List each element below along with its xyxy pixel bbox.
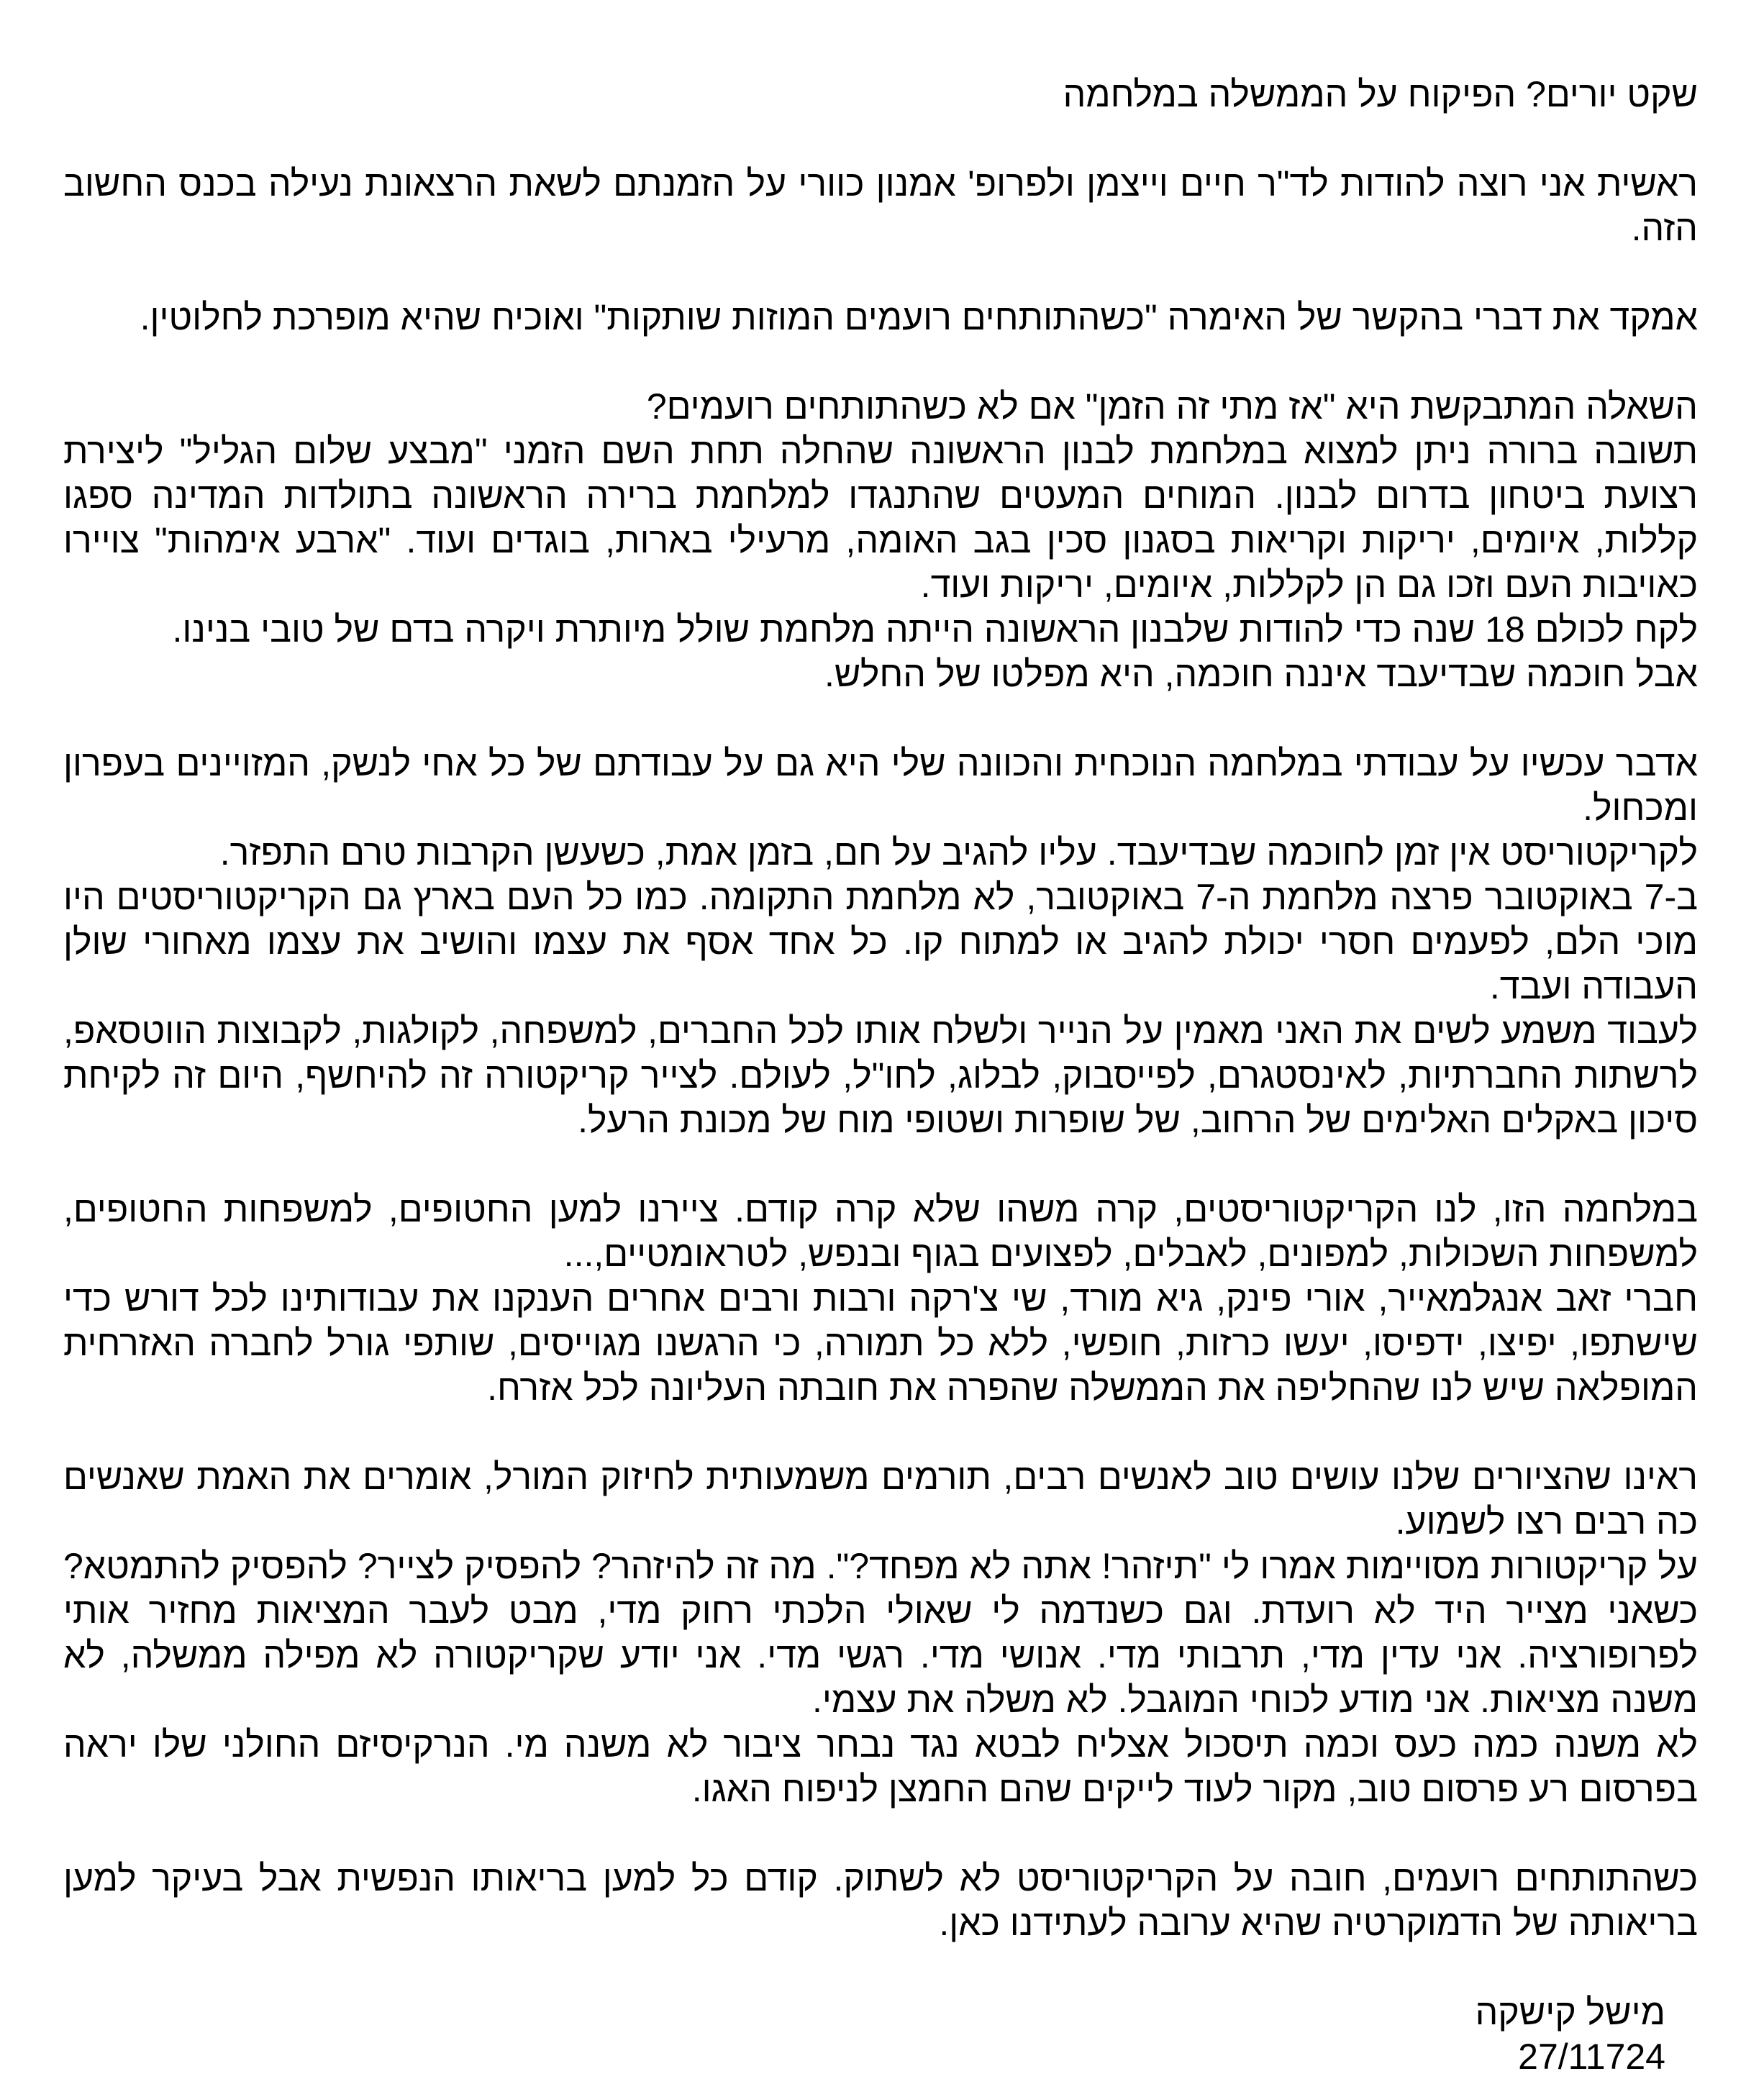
paragraph [63,161,1698,250]
text-line: ב-7 באוקטובר פרצה מלחמת ה-7 באוקטובר, לא מלחמת התקומה. כמו כל העם בארץ גם הקריקטוריסטים היו מוכי הלם, לפעמים חסרי יכולת להגיב או למתוח קו. כל אחד אסף את עצמו והושיב את עצמו מאחורי שולן העבודה ועבד. [63,877,1698,1006]
text-line: תשובה ברורה ניתן למצוא במלחמת לבנון הראשונה שהחלה תחת השם הזמני "מבצע שלום הגליל" ליצירת רצועת ביטחון בדרום לבנון. המוחים המעטים שהתנגדו למלחמת ברירה הראשונה בתולדות המדינה ספגו קללות, איומים, יריקות וקריאות בסגנון סכין בגב האומה, מרעילי בארות, בוגדים ועוד. "ארבע אימהות" צויירו כאויבות העם וזכו גם הן לקללות, איומים, יריקות ועוד. [63,431,1698,605]
paragraph [63,295,1698,340]
text-line: במלחמה הזו, לנו הקריקטוריסטים, קרה משהו שלא קרה קודם. ציירנו למען החטופים, למשפחות החטופים, למשפחות השכולות, למפונים, לאבלים, לפצועים בגוף ובנפש, לטראומטיים,... [63,1189,1698,1274]
text-line: כשהתותחים רועמים, חובה על הקריקטוריסט לא לשתוק. קודם כל למען בריאותו הנפשית אבל בעיקר למען בריאותה של הדמוקרטיה שהיא ערובה לעתידנו כאן. [63,1858,1698,1943]
text-line: אדבר עכשיו על עבודתי במלחמה הנוכחית והכוונה שלי היא גם על עבודתם של כל אחי לנשק, המזויינים בעפרון ומכחול. [63,743,1698,828]
text-line: אבל חוכמה שבדיעבד איננה חוכמה, היא מפלטו של החלש. [824,654,1698,694]
text-line: לעבוד משמע לשים את האני מאמין על הנייר ולשלח אותו לכל החברים, למשפחה, לקולגות, לקבוצות הווטסאפ, לרשתות החברתיות, לאינסטגרם, לפייסבוק, לבלוג, לחו"ל, לעולם. לצייר קריקטורה זה להיחשף, היום זה לקיחת סיכון באקלים האלימים של הרחוב, של שופרות ושטופי מוח של מכונת הרעל. [63,1011,1698,1140]
signature-name: מישל קישקה [1475,1992,1665,2032]
document-title: שקט יורים? הפיקוח על הממשלה במלחמה [1063,74,1698,114]
text-line: על קריקטורות מסויימות אמרו לי "תיזהר! אתה לא מפחד?". מה זה להיזהר? להפסיק לצייר? להפסיק להתמטא? כשאני מצייר היד לא רועדת. וגם כשנדמה לי שאולי הלכתי רחוק מדי, מבט לעבר המציאות מחזיר אותי לפרופורציה. אני עדין מדי, תרבותי מדי. אנושי מדי. רגשי מדי. אני יודע שקריקטורה לא מפילה ממשלה, לא משנה מציאות. אני מודע לכוחי המוגבל. לא משלה את עצמי. [63,1546,1698,1720]
signature-block [63,1990,1665,2079]
text-line: לקריקטוריסט אין זמן לחוכמה שבדיעבד. עליו להגיב על חם, בזמן אמת, כשעשן הקרבות טרם התפזר. [219,832,1698,873]
paragraph [63,741,1698,1142]
text-line: חברי זאב אנגלמאייר, אורי פינק, גיא מורד, שי צ'רקה ורבות ורבים אחרים הענקנו את עבודותינו לכל דורש כדי שישתפו, יפיצו, ידפיסו, יעשו כרזות, חופשי, ללא כל תמורה, כי הרגשנו מגוייסים, שותפי גורל לחברה האזרחית המופלאה שיש לנו שהחליפה את הממשלה שהפרה את חובתה העליונה לכל אזרח. [63,1278,1698,1408]
paragraph [63,1455,1698,1811]
text-line: ראינו שהציורים שלנו עושים טוב לאנשים רבים, תורמים משמעותית לחיזוק המורל, אומרים את האמת שאנשים כה רבים רצו לשמוע. [63,1457,1698,1542]
paragraph [63,1187,1698,1410]
text-line: אמקד את דברי בהקשר של האימרה "כשהתותחים רועמים המוזות שותקות" ואוכיח שהיא מופרכת לחלוטין. [140,297,1698,337]
paragraph [63,384,1698,696]
text-line: ראשית אני רוצה להודות לד"ר חיים וייצמן ולפרופ' אמנון כוורי על הזמנתם לשאת הרצאונת נעילה בכנס החשוב הזה. [63,163,1698,248]
paragraph [63,1856,1698,1945]
text-line: השאלה המתבקשת היא "אז מתי זה הזמן" אם לא כשהתותחים רועמים? [646,386,1698,427]
text-line: לקח לכולם 18 שנה כדי להודות שלבנון הראשונה הייתה מלחמת שולל מיותרת ויקרה בדם של טובי בנינו. [172,609,1698,650]
text-line: לא משנה כמה כעס וכמה תיסכול אצליח לבטא נגד נבחר ציבור לא משנה מי. הנרקיסיזם החולני שלו יראה בפרסום רע פרסום טוב, מקור לעוד לייקים שהם החמצן לניפוח האגו. [63,1724,1698,1809]
signature-date: 27/11724 [1518,2037,1665,2077]
document-body [63,161,1698,1945]
